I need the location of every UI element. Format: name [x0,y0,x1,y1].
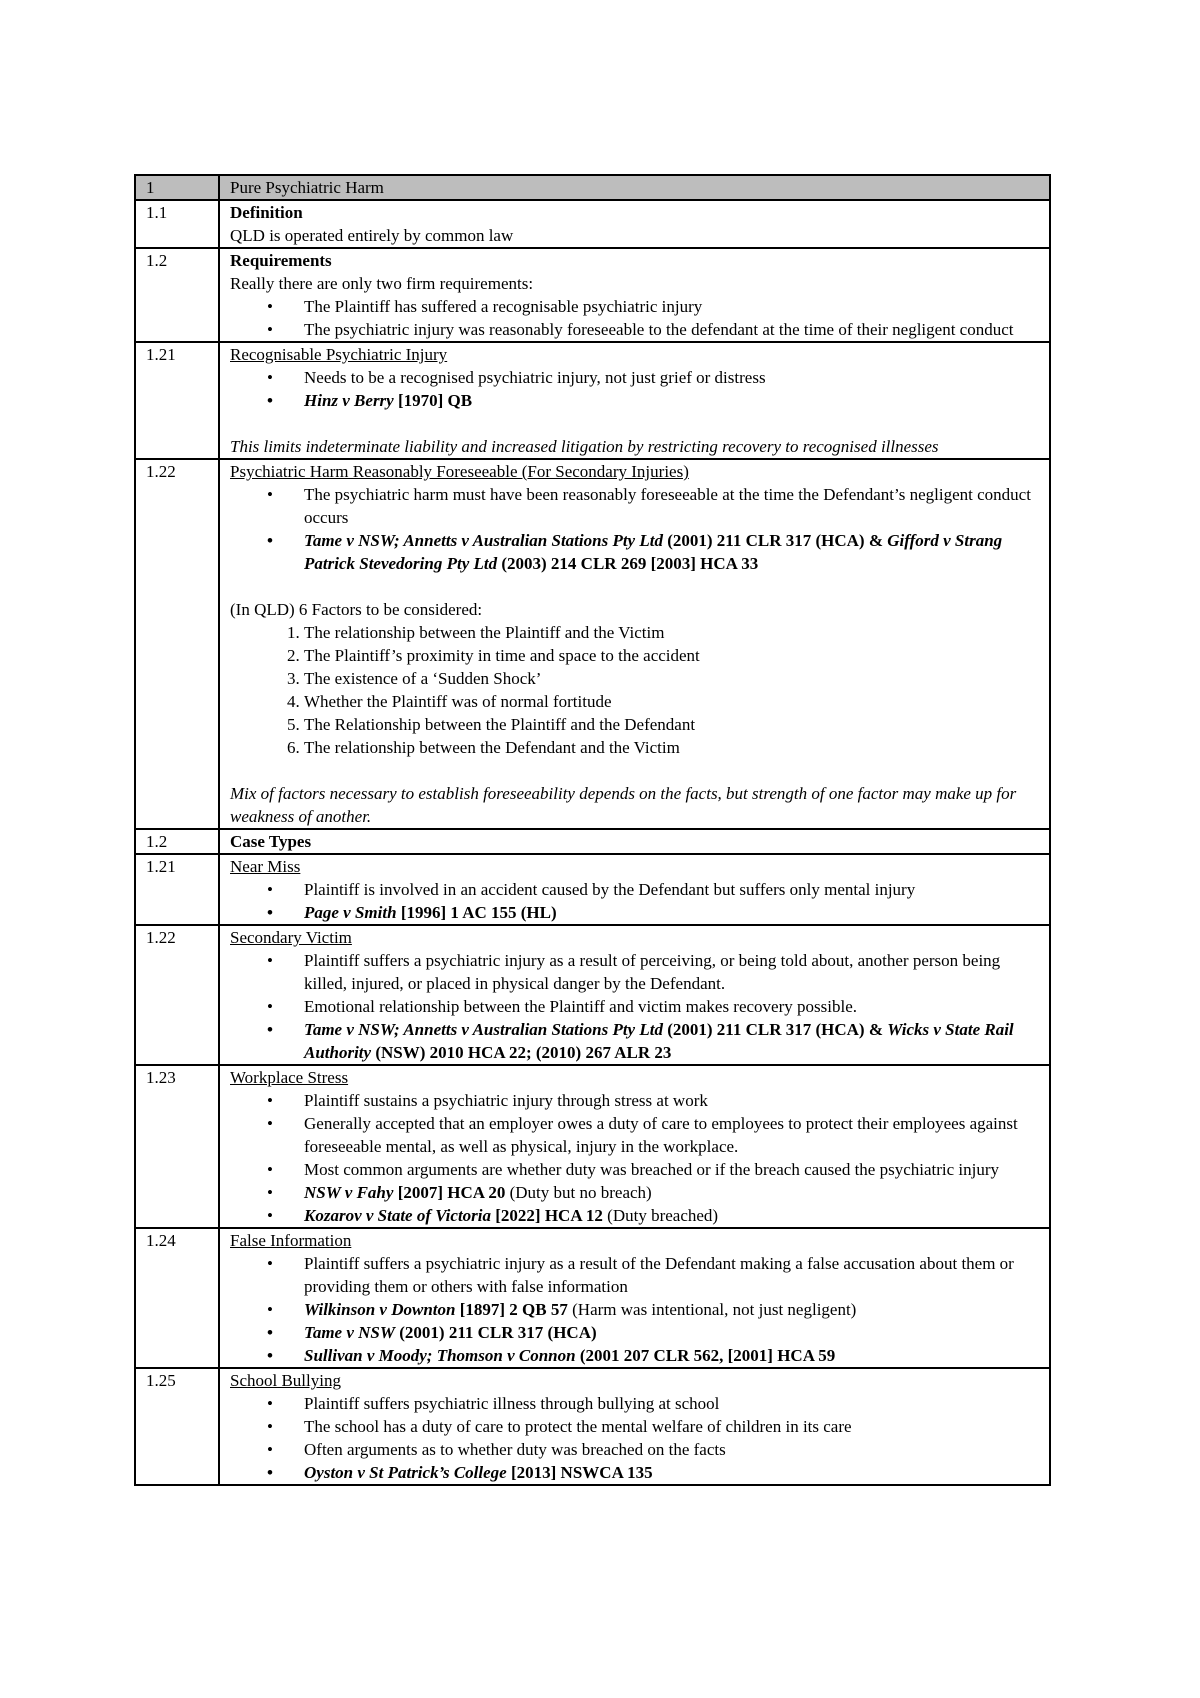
row-content [219,248,1050,342]
case-citation [304,1321,1041,1344]
case-name: Gifford v Strang Patrick Stevedoring Pty Ltd [304,531,1003,573]
table-row [135,854,1050,925]
row-heading: Recognisable Psychiatric Injury [230,345,448,364]
row-content [219,459,1050,829]
case-citation [304,1018,1041,1064]
case-cite: [2022] HCA 12 [491,1206,603,1225]
row-number: 1.21 [135,342,219,459]
row-text: QLD is operated entirely by common law [230,226,514,245]
case-cite: [1996] 1 AC 155 (HL) [396,903,557,922]
row-text: Really there are only two firm requirements: [230,274,534,293]
row-note: Mix of factors necessary to establish foreseeability depends on the facts, but strength of one factor may make up for weakness of another. [230,784,1017,826]
row-number: 1.2 [135,829,219,854]
row-content [219,1065,1050,1228]
row-number: 1.23 [135,1065,219,1228]
case-citation [304,389,1041,412]
table-row [135,1065,1050,1228]
case-citation [304,1461,1041,1484]
list-item: • The school has a duty of care to protect the mental welfare of children in its care [304,1415,1041,1438]
case-note: (Duty breached) [602,1206,719,1225]
table-row [135,1228,1050,1368]
case-cite: [1897] 2 QB 57 [455,1300,568,1319]
row-content [219,829,1050,854]
row-heading: Near Miss [230,857,301,876]
case-name: Kozarov v State of Victoria [304,1206,491,1225]
list-item: • Plaintiff is involved in an accident caused by the Defendant but suffers only mental injury [304,878,1041,901]
case-name: Wicks v State Rail Authority [304,1020,1014,1062]
row-heading: School Bullying [230,1371,341,1390]
case-cite: (2001) 211 CLR 317 (HCA) & [662,1020,888,1039]
case-citation [304,1204,1041,1227]
table-row [135,925,1050,1065]
list-item: • Most common arguments are whether duty was breached or if the breach caused the psychiatric injury [304,1158,1041,1181]
row-content [219,854,1050,925]
row-content [219,925,1050,1065]
bullet-list [230,1089,1041,1227]
row-number: 1.22 [135,925,219,1065]
bullet-list [230,1392,1041,1484]
case-cite: (2003) 214 CLR 269 [2003] HCA 33 [497,554,759,573]
row-number: 1.21 [135,854,219,925]
list-item: 4. Whether the Plaintiff was of normal fortitude [304,690,1041,713]
row-note: This limits indeterminate liability and increased litigation by restricting recovery to recognised illnesses [230,437,939,456]
list-item: 5. The Relationship between the Plaintiff and the Defendant [304,713,1041,736]
row-number: 1.24 [135,1228,219,1368]
row-heading: False Information [230,1231,352,1250]
list-item: • Generally accepted that an employer owes a duty of care to employees to protect their employees against foreseeable mental, as well as physical, injury in the workplace. [304,1112,1041,1158]
row-content [219,342,1050,459]
case-citation [304,901,1041,924]
row-heading: Definition [230,203,303,222]
row-heading: Requirements [230,251,332,270]
row-number: 1.1 [135,200,219,248]
case-cite: [1970] QB [393,391,473,410]
row-heading: Case Types [230,832,312,851]
case-name: Tame v NSW; Annetts v Australian Stations Pty Ltd [304,1020,663,1039]
case-note: (Harm was intentional, not just negligent) [567,1300,857,1319]
row-heading: Psychiatric Harm Reasonably Foreseeable (For Secondary Injuries) [230,462,689,481]
list-item: • The psychiatric harm must have been reasonably foreseeable at the time the Defendant’s negligent conduct occurs [304,483,1041,529]
table-row [135,829,1050,854]
case-name: Tame v NSW; Annetts v Australian Stations Pty Ltd [304,531,663,550]
bullet-list [230,295,1041,341]
case-name: Oyston v St Patrick’s College [304,1463,507,1482]
row-content [219,200,1050,248]
row-content [219,1228,1050,1368]
list-item: 3. The existence of a ‘Sudden Shock’ [304,667,1041,690]
list-item: • Plaintiff sustains a psychiatric injury through stress at work [304,1089,1041,1112]
case-cite: [2013] NSWCA 135 [506,1463,653,1482]
notes-table [134,174,1051,1486]
list-item: 1. The relationship between the Plaintiff and the Victim [304,621,1041,644]
row-number: 1 [135,175,219,200]
case-name: Hinz v Berry [304,391,394,410]
case-name: Tame v NSW [304,1323,395,1342]
bullet-list [230,483,1041,575]
table-row [135,459,1050,829]
row-heading: Secondary Victim [230,928,352,947]
case-note: (Duty but no breach) [505,1183,652,1202]
row-heading: Workplace Stress [230,1068,349,1087]
list-item: • Emotional relationship between the Plaintiff and victim makes recovery possible. [304,995,1041,1018]
table-row [135,175,1050,200]
table-row [135,1368,1050,1485]
bullet-list [230,1252,1041,1367]
bullet-list [230,878,1041,924]
row-text: (In QLD) 6 Factors to be considered: [230,600,483,619]
list-item: • Often arguments as to whether duty was breached on the facts [304,1438,1041,1461]
list-item: 6. The relationship between the Defendant and the Victim [304,736,1041,759]
case-citation [304,529,1041,575]
case-cite: (2001) 211 CLR 317 (HCA) [395,1323,597,1342]
table-row [135,200,1050,248]
row-content [219,1368,1050,1485]
case-cite: (2001) 211 CLR 317 (HCA) & [662,531,888,550]
row-number: 1.2 [135,248,219,342]
case-citation [304,1181,1041,1204]
case-citation [304,1298,1041,1321]
row-number: 1.25 [135,1368,219,1485]
numbered-list [230,621,1041,759]
list-item: • Plaintiff suffers a psychiatric injury as a result of perceiving, or being told about, another person being killed, injured, or placed in physical danger by the Defendant. [304,949,1041,995]
list-item: • The Plaintiff has suffered a recognisable psychiatric injury [304,295,1041,318]
case-name: Page v Smith [304,903,397,922]
case-cite: [2007] HCA 20 [393,1183,506,1202]
table-row [135,342,1050,459]
list-item: • Plaintiff suffers a psychiatric injury as a result of the Defendant making a false accusation about them or providing them or others with false information [304,1252,1041,1298]
list-item: • Plaintiff suffers psychiatric illness through bullying at school [304,1392,1041,1415]
case-cite: (2001 207 CLR 562, [2001] HCA 59 [575,1346,836,1365]
case-name: Sullivan v Moody; Thomson v Connon [304,1346,576,1365]
case-cite: (NSW) 2010 HCA 22; (2010) 267 ALR 23 [371,1043,672,1062]
bullet-list [230,366,1041,412]
section-title: Pure Psychiatric Harm [219,175,1050,200]
row-number: 1.22 [135,459,219,829]
list-item: • Needs to be a recognised psychiatric injury, not just grief or distress [304,366,1041,389]
list-item: 2. The Plaintiff’s proximity in time and space to the accident [304,644,1041,667]
list-item: • The psychiatric injury was reasonably foreseeable to the defendant at the time of their negligent conduct [304,318,1041,341]
case-name: NSW v Fahy [304,1183,394,1202]
bullet-list [230,949,1041,1064]
case-name: Wilkinson v Downton [304,1300,456,1319]
table-row [135,248,1050,342]
case-citation [304,1344,1041,1367]
